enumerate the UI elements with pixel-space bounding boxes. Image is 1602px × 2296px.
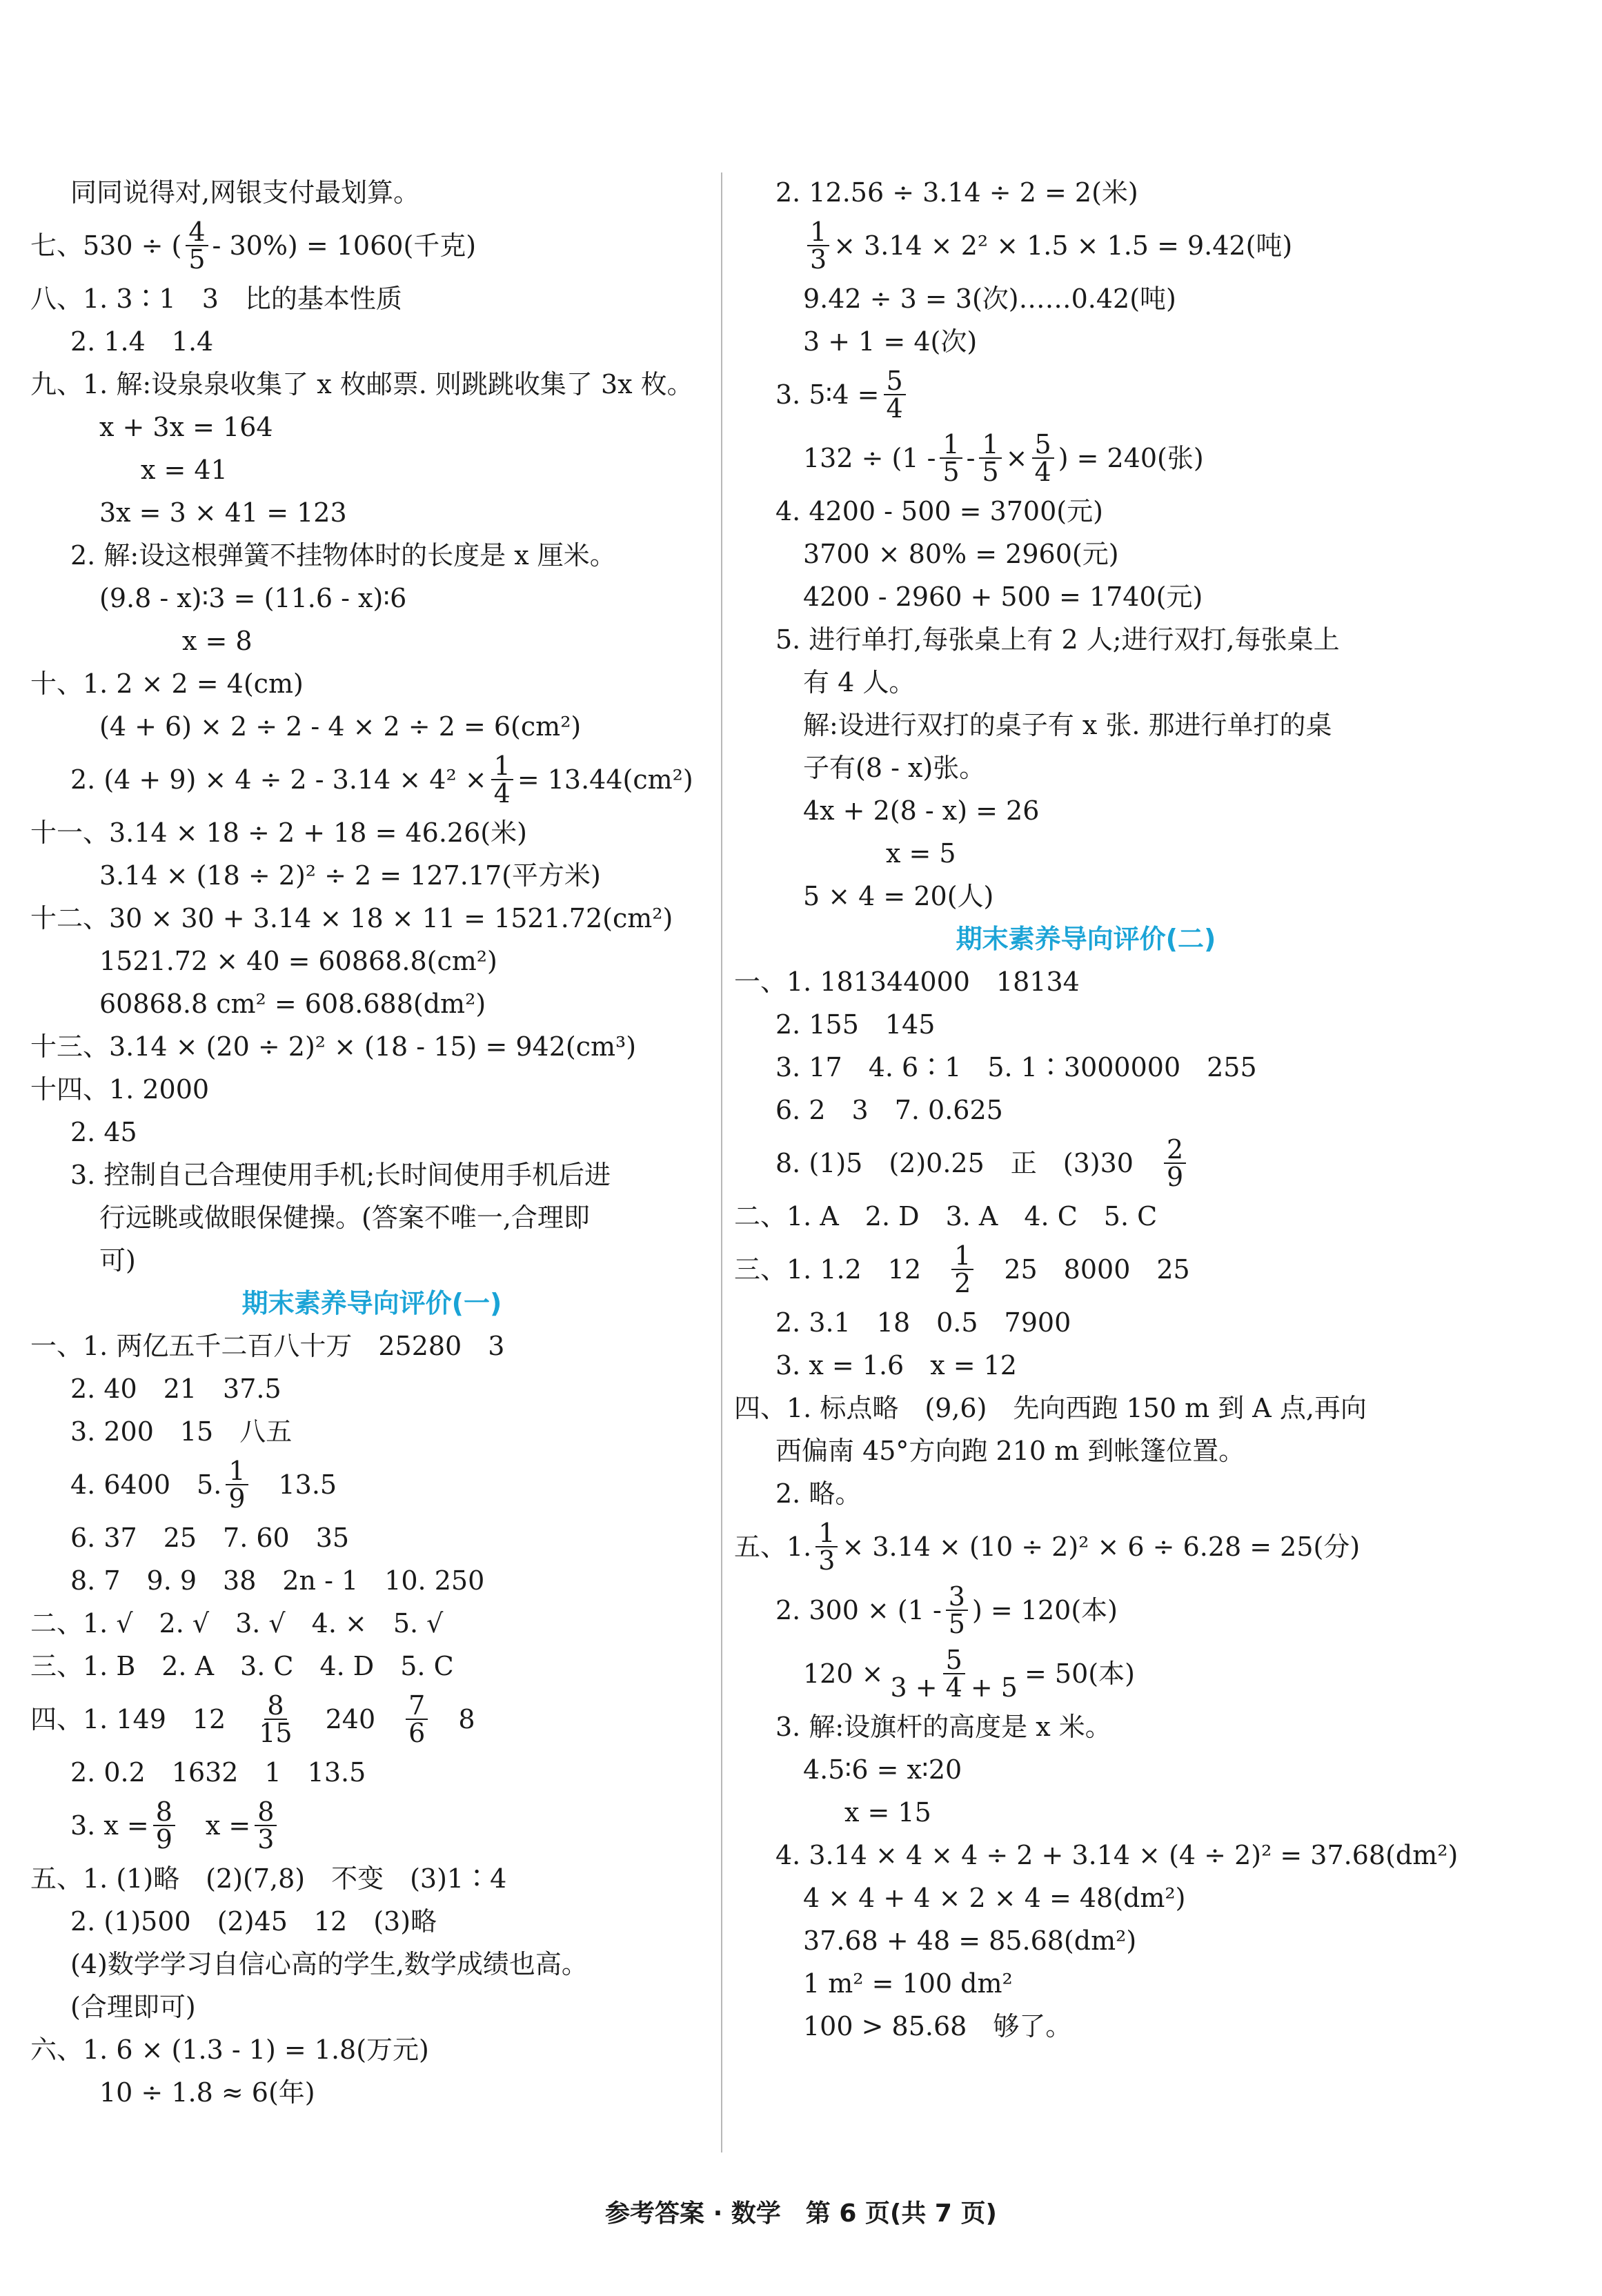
equation-line: 4 × 4 + 4 × 2 × 4 = 48(dm²) <box>803 1883 1186 1913</box>
equation-line: $\frac{1}{3}$ × 3.14 × 2² × 1.5 × 1.5 = 9.42(吨) <box>734 214 1438 277</box>
fraction: $\frac{1}{2}$ <box>951 1243 973 1296</box>
answer-line: 4. 6400 5. $\frac{1}{9}$ 13.5 <box>70 1456 337 1514</box>
answer-line: 四、1. 标点略 (9,6) 先向西跑 150 m 到 A 点,再向 <box>734 1393 1367 1423</box>
answer-line: (4)数学学习自信心高的学生,数学成绩也高。 <box>70 1949 588 1979</box>
answer-line: (合理即可) <box>70 1992 196 2022</box>
answer-line: 3. 解:设旗杆的高度是 x 米。 <box>775 1712 1111 1742</box>
answer-line: 2. 40 21 37.5 <box>70 1374 281 1404</box>
answer-line: 6. 37 25 7. 60 35 <box>70 1523 350 1553</box>
fraction: $\frac{1}{5}$ <box>940 431 962 485</box>
fraction: $\frac{8}{9}$ <box>153 1799 175 1852</box>
equation-line: x = 5 <box>886 838 956 869</box>
answer-line: 四、1. 149 12 $\frac{8}{15}$ 240 $\frac{7}{6}$ 8 <box>30 1690 475 1748</box>
equation-line: 37.68 + 48 = 85.68(dm²) <box>803 1926 1137 1956</box>
equation-line: 132 ÷ (1 - $\frac{1}{5}$ - $\frac{1}{5}$ × $\frac{5}{4}$ ) = 240(张) <box>803 429 1204 487</box>
fraction: $\frac{7}{6}$ <box>406 1692 428 1746</box>
equation-line: 3x = 3 × 41 = 123 <box>99 497 347 528</box>
answer-line: 三、1. 1.2 12 $\frac{1}{2}$ 25 8000 25 <box>734 1240 1190 1298</box>
answer-line: 九、1. 解:设泉泉收集了 x 枚邮票. 则跳跳收集了 3x 枚。 <box>30 369 693 399</box>
equation-line: 1521.72 × 40 = 60868.8(cm²) <box>99 946 497 976</box>
fraction: $\frac{8}{3}$ <box>255 1799 277 1852</box>
answer-line: 二、1. A 2. D 3. A 4. C 5. C <box>734 1201 1158 1231</box>
fraction: $\frac{1}{9}$ <box>226 1458 248 1512</box>
fraction: $\frac{2}{9}$ <box>1164 1136 1186 1190</box>
answer-line: 2. 0.2 1632 1 13.5 <box>70 1757 366 1788</box>
answer-line: 同同说得对,网银支付最划算。 <box>70 177 420 208</box>
answer-line: 2. 3.1 18 0.5 7900 <box>775 1307 1071 1338</box>
answer-line: 5. 进行单打,每张桌上有 2 人;进行双打,每张桌上 <box>775 624 1340 655</box>
answer-line: 十四、1. 2000 <box>30 1074 210 1105</box>
section-heading: 期末素养导向评价(二) <box>956 924 1216 954</box>
right-column <box>734 171 1458 2048</box>
answer-line: 4. 4200 - 500 = 3700(元) <box>775 496 1103 526</box>
equation-line: 9.42 ÷ 3 = 3(次)……0.42(吨) <box>803 284 1176 314</box>
equation-line: 4x + 2(8 - x) = 26 <box>803 795 1040 826</box>
answer-line: 2. 略。 <box>775 1478 862 1509</box>
answer-line: 子有(8 - x)张。 <box>803 753 986 783</box>
answer-line: 二、1. √ 2. √ 3. √ 4. × 5. √ <box>30 1608 444 1639</box>
fraction: $\frac{1}{5}$ <box>979 431 1001 485</box>
answer-line: 可) <box>99 1245 136 1276</box>
fraction: $\frac{5}{4}$ <box>884 368 906 422</box>
fraction: $\frac{1}{4}$ <box>491 753 513 806</box>
fraction: $\frac{4}{5}$ <box>186 219 208 273</box>
left-column <box>30 171 713 2114</box>
fraction: $\frac{1}{3}$ <box>815 1520 838 1574</box>
answer-line: 3. x = $\frac{8}{9}$ x = $\frac{8}{3}$ <box>30 1794 713 1857</box>
fraction: $\frac{5}{3 + 4 + 5}$ <box>890 1645 1018 1703</box>
answer-line: 十、1. 2 × 2 = 4(cm) <box>30 669 304 699</box>
answer-line: 3. x = 1.6 x = 12 <box>775 1350 1017 1380</box>
page-footer: 参考答案 · 数学 第 6 页(共 7 页) <box>605 2199 997 2228</box>
equation-line: 3 + 1 = 4(次) <box>803 326 978 357</box>
answer-line: 西偏南 45°方向跑 210 m 到帐篷位置。 <box>775 1436 1245 1466</box>
equation-line: 10 ÷ 1.8 ≈ 6(年) <box>99 2077 315 2108</box>
fraction: $\frac{3}{5}$ <box>946 1583 968 1637</box>
section-heading: 期末素养导向评价(一) <box>241 1288 502 1318</box>
answer-line: 行远眺或做眼保健操。(答案不唯一,合理即 <box>99 1203 590 1233</box>
equation-line: (9.8 - x)∶3 = (11.6 - x)∶6 <box>99 583 407 613</box>
answer-line: 2. 12.56 ÷ 3.14 ÷ 2 = 2(米) <box>775 177 1138 208</box>
answer-line: 一、1. 两亿五千二百八十万 25280 3 <box>30 1331 505 1361</box>
answer-line: 2. 155 145 <box>775 1009 936 1040</box>
equation-line: 3.14 × (18 ÷ 2)² ÷ 2 = 127.17(平方米) <box>99 860 601 891</box>
answer-line: 2. (1)500 (2)45 12 (3)略 <box>70 1906 437 1937</box>
answer-line: 一、1. 181344000 18134 <box>734 967 1080 997</box>
answer-line: 2. 1.4 1.4 <box>70 326 214 357</box>
answer-line: 6. 2 3 7. 0.625 <box>775 1095 1003 1125</box>
equation-line: x = 8 <box>182 626 253 656</box>
answer-line: 八、1. 3∶1 3 比的基本性质 <box>30 284 402 314</box>
equation-line: 4200 - 2960 + 500 = 1740(元) <box>803 582 1203 612</box>
answer-line: 8. (1)5 (2)0.25 正 (3)30 $\frac{2}{9}$ <box>734 1131 1438 1195</box>
equation-line: x + 3x = 164 <box>99 412 273 442</box>
answer-line: 3. 控制自己合理使用手机;长时间使用手机后进 <box>70 1160 611 1190</box>
answer-line: 有 4 人。 <box>803 667 916 697</box>
equation-line: 1 m² = 100 dm² <box>803 1968 1013 1999</box>
answer-line: 五、1. $\frac{1}{3}$ × 3.14 × (10 ÷ 2)² × 6 ÷ 6.28 = 25(分) <box>734 1518 1361 1576</box>
answer-line: 十一、3.14 × 18 ÷ 2 + 18 = 46.26(米) <box>30 818 527 848</box>
equation-line: 60868.8 cm² = 608.688(dm²) <box>99 989 486 1019</box>
answer-line: 3. 200 15 八五 <box>70 1416 293 1447</box>
equation-line: x = 41 <box>141 455 228 485</box>
equation-line: 3700 × 80% = 2960(元) <box>803 539 1119 569</box>
column-divider <box>721 172 722 2152</box>
answer-line: 十三、3.14 × (20 ÷ 2)² × (18 - 15) = 942(cm³) <box>30 1031 637 1062</box>
answer-line: 六、1. 6 × (1.3 - 1) = 1.8(万元) <box>30 2035 429 2065</box>
equation-line: 120 × $\frac{5}{3 + 4 + 5}$ = 50(本) <box>803 1645 1135 1703</box>
answer-line: 2. 45 <box>70 1117 137 1147</box>
answer-line: 3. 17 4. 6∶1 5. 1∶3000000 255 <box>775 1052 1257 1082</box>
equation-line: 5 × 4 = 20(人) <box>803 881 994 911</box>
answer-line: 8. 7 9. 9 38 2n - 1 10. 250 <box>70 1565 485 1596</box>
equation-line: (4 + 6) × 2 ÷ 2 - 4 × 2 ÷ 2 = 6(cm²) <box>99 711 582 742</box>
answer-line: 4. 3.14 × 4 × 4 ÷ 2 + 3.14 × (4 ÷ 2)² = 37.68(dm²) <box>775 1840 1458 1870</box>
fraction: $\frac{8}{15}$ <box>259 1690 293 1748</box>
answer-line: 2. 解:设这根弹簧不挂物体时的长度是 x 厘米。 <box>70 540 616 571</box>
fraction: $\frac{5}{4}$ <box>1032 431 1054 485</box>
answer-line: 2. 300 × (1 - $\frac{3}{5}$ ) = 120(本) <box>775 1581 1118 1639</box>
equation-line: x = 15 <box>844 1797 931 1828</box>
equation-line: 100 > 85.68 够了。 <box>803 2011 1072 2041</box>
answer-line: 十二、30 × 30 + 3.14 × 18 × 11 = 1521.72(cm²) <box>30 903 673 933</box>
answer-line: 三、1. B 2. A 3. C 4. D 5. C <box>30 1651 454 1681</box>
answer-line: 2. (4 + 9) × 4 ÷ 2 - 3.14 × 4² × $\frac{1}{4}$ = 13.44(cm²) <box>70 751 693 809</box>
answer-line: 3. 5∶4 = $\frac{5}{4}$ <box>734 363 1438 426</box>
answer-line: 解:设进行双打的桌子有 x 张. 那进行单打的桌 <box>803 710 1332 740</box>
equation-line: 4.5∶6 = x∶20 <box>803 1754 962 1785</box>
answer-line: 七、530 ÷ ( $\frac{4}{5}$ - 30%) = 1060(千克) <box>30 217 477 275</box>
answer-line: 五、1. (1)略 (2)(7,8) 不变 (3)1∶4 <box>30 1863 507 1894</box>
fraction: $\frac{1}{3}$ <box>807 219 829 273</box>
